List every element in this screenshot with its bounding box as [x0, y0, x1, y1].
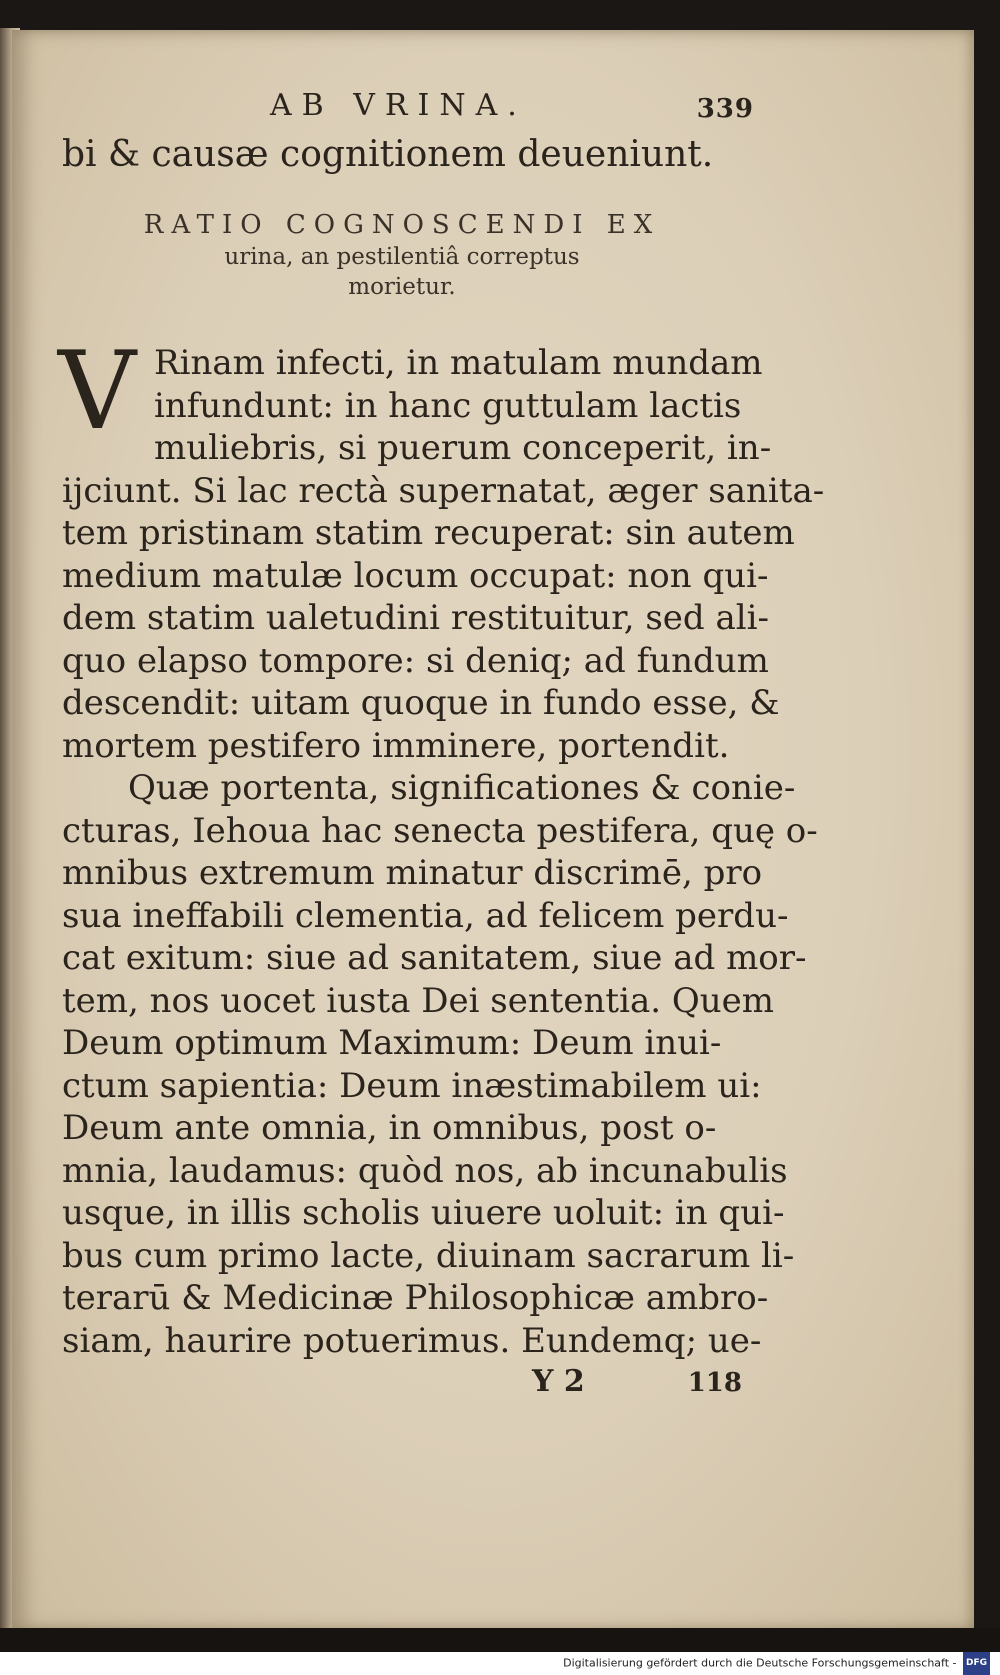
page-number: 339: [696, 94, 754, 124]
text-line: sua ineffabili clementia, ad felicem perdu-: [62, 895, 789, 936]
running-title: AB VRINA.: [270, 88, 527, 123]
text-line: muliebris, si puerum conceperit, in-: [154, 428, 772, 468]
text-line: ijciunt. Si lac rectà supernatat, æger sanita-: [62, 470, 825, 511]
text-line: Quæ portenta, significationes & conie-: [128, 768, 796, 808]
running-head: [62, 88, 754, 128]
section-heading: [62, 208, 742, 302]
section-heading-line2: urina, an pestilentiâ correptus: [224, 244, 580, 270]
text-line: descendit: uitam quoque in fundo esse, &: [62, 683, 780, 723]
signature-line: [62, 1364, 742, 1404]
text-line: tem pristinam statim recuperat: sin autem: [62, 513, 795, 553]
text-line: usque, in illis scholis uiuere uoluit: in qui-: [62, 1193, 785, 1233]
signature-mark: Y 2: [532, 1364, 585, 1399]
continued-line: bi & causæ cognitionem deueniunt.: [62, 134, 714, 175]
text-line: siam, haurire potuerimus. Eundemq; ue-: [62, 1320, 762, 1361]
text-line: Deum optimum Maximum: Deum inui-: [62, 1023, 722, 1063]
text-line: cat exitum: siue ad sanitatem, siue ad mor-: [62, 938, 807, 978]
text-line: mnibus extremum minatur discrimē, pro: [62, 853, 763, 893]
text-line: cturas, Iehoua hac senecta pestifera, quę o-: [62, 810, 818, 851]
text-line: dem statim ualetudini restituitur, sed ali-: [62, 598, 769, 638]
text-line: mortem pestifero imminere, portendit.: [62, 725, 730, 766]
footer-credit-text: Digitalisierung gefördert durch die Deutsche Forschungsgemeinschaft -: [563, 1656, 957, 1670]
body-text: [58, 329, 825, 1362]
text-line: mnia, laudamus: quòd nos, ab incunabulis: [62, 1150, 788, 1191]
section-heading-caps: RATIO COGNOSCENDI EX: [143, 210, 661, 240]
catchword: 118: [687, 1368, 742, 1398]
text-line: infundunt: in hanc guttulam lactis: [154, 385, 742, 426]
text-line: tem, nos uocet iusta Dei sententia. Quem: [62, 980, 774, 1021]
text-line: bus cum primo lacte, diuinam sacrarum li-: [62, 1235, 795, 1276]
dfg-logo-icon: DFG: [963, 1652, 990, 1675]
section-heading-line3: morietur.: [348, 274, 456, 300]
footer-credit: [0, 1652, 990, 1673]
text-line: medium matulæ locum occupat: non qui-: [62, 555, 769, 596]
text-line: quo elapso tompore: si deniq; ad fundum: [62, 640, 769, 681]
scan-bottom-band: [0, 1628, 1000, 1652]
text-line: Deum ante omnia, in omnibus, post o-: [62, 1108, 717, 1148]
drop-cap: V: [58, 329, 136, 454]
text-line: ctum sapientia: Deum inæstimabilem ui:: [62, 1065, 762, 1106]
text-line: Rinam infecti, in matulam mundam: [154, 343, 763, 383]
text-line: terarū & Medicinæ Philosophicæ ambro-: [62, 1278, 769, 1318]
